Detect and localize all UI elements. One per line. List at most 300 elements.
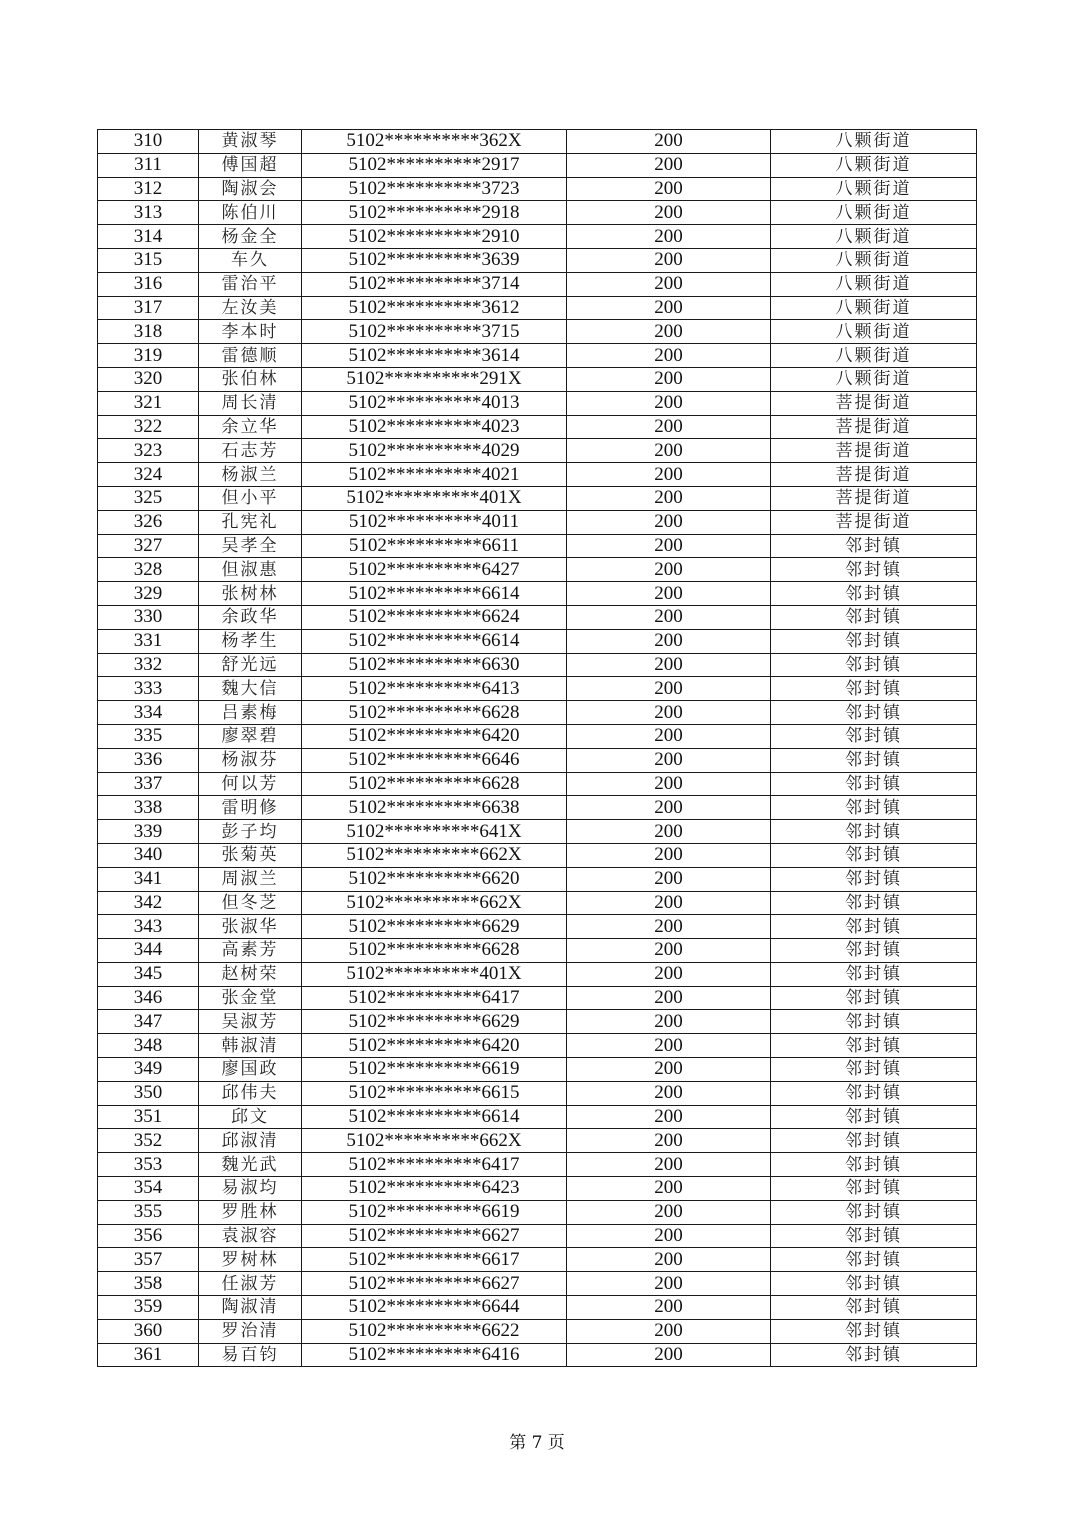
name-cell: 黄淑琴	[199, 130, 302, 154]
id-number-cell: 5102**********6629	[302, 915, 567, 939]
name-cell: 左汝美	[199, 296, 302, 320]
area-cell: 八颗街道	[771, 225, 977, 249]
area-cell: 邻封镇	[771, 1058, 977, 1082]
area-cell: 邻封镇	[771, 677, 977, 701]
table-row	[98, 724, 977, 748]
amount-cell: 200	[567, 1248, 771, 1272]
id-number-cell: 5102**********6420	[302, 1034, 567, 1058]
row-number-cell: 342	[98, 891, 199, 915]
name-cell: 韩淑清	[199, 1034, 302, 1058]
area-cell: 八颗街道	[771, 177, 977, 201]
table-row	[98, 391, 977, 415]
name-cell: 但冬芝	[199, 891, 302, 915]
id-number-cell: 5102**********291X	[302, 367, 567, 391]
area-cell: 八颗街道	[771, 201, 977, 225]
table-row	[98, 130, 977, 154]
id-number-cell: 5102**********662X	[302, 1129, 567, 1153]
table-row	[98, 225, 977, 249]
id-number-cell: 5102**********3714	[302, 272, 567, 296]
table-row	[98, 486, 977, 510]
amount-cell: 200	[567, 582, 771, 606]
area-cell: 邻封镇	[771, 891, 977, 915]
amount-cell: 200	[567, 1319, 771, 1343]
amount-cell: 200	[567, 1296, 771, 1320]
table-row	[98, 1177, 977, 1201]
name-cell: 彭子均	[199, 820, 302, 844]
row-number-cell: 331	[98, 629, 199, 653]
id-number-cell: 5102**********6627	[302, 1224, 567, 1248]
area-cell: 邻封镇	[771, 939, 977, 963]
id-number-cell: 5102**********362X	[302, 130, 567, 154]
row-number-cell: 319	[98, 344, 199, 368]
area-cell: 八颗街道	[771, 153, 977, 177]
area-cell: 菩提街道	[771, 391, 977, 415]
area-cell: 邻封镇	[771, 1129, 977, 1153]
name-cell: 罗治清	[199, 1319, 302, 1343]
name-cell: 吴淑芳	[199, 1010, 302, 1034]
area-cell: 邻封镇	[771, 915, 977, 939]
amount-cell: 200	[567, 1224, 771, 1248]
amount-cell: 200	[567, 1129, 771, 1153]
amount-cell: 200	[567, 796, 771, 820]
id-number-cell: 5102**********3612	[302, 296, 567, 320]
amount-cell: 200	[567, 1081, 771, 1105]
table-row	[98, 344, 977, 368]
row-number-cell: 353	[98, 1153, 199, 1177]
row-number-cell: 339	[98, 820, 199, 844]
id-number-cell: 5102**********4011	[302, 510, 567, 534]
table-row	[98, 701, 977, 725]
amount-cell: 200	[567, 153, 771, 177]
name-cell: 陶淑会	[199, 177, 302, 201]
row-number-cell: 314	[98, 225, 199, 249]
amount-cell: 200	[567, 1058, 771, 1082]
row-number-cell: 326	[98, 510, 199, 534]
id-number-cell: 5102**********6628	[302, 701, 567, 725]
table-row	[98, 367, 977, 391]
row-number-cell: 322	[98, 415, 199, 439]
row-number-cell: 313	[98, 201, 199, 225]
table-row	[98, 1343, 977, 1367]
amount-cell: 200	[567, 1010, 771, 1034]
area-cell: 邻封镇	[771, 629, 977, 653]
amount-cell: 200	[567, 701, 771, 725]
name-cell: 邱淑清	[199, 1129, 302, 1153]
area-cell: 邻封镇	[771, 582, 977, 606]
id-number-cell: 5102**********6617	[302, 1248, 567, 1272]
id-number-cell: 5102**********401X	[302, 962, 567, 986]
id-number-cell: 5102**********6417	[302, 986, 567, 1010]
area-cell: 邻封镇	[771, 1105, 977, 1129]
amount-cell: 200	[567, 463, 771, 487]
table-row	[98, 1200, 977, 1224]
row-number-cell: 312	[98, 177, 199, 201]
row-number-cell: 341	[98, 867, 199, 891]
roster-table-body	[98, 130, 977, 1367]
area-cell: 邻封镇	[771, 558, 977, 582]
name-cell: 雷明修	[199, 796, 302, 820]
name-cell: 罗胜林	[199, 1200, 302, 1224]
id-number-cell: 5102**********6427	[302, 558, 567, 582]
id-number-cell: 5102**********3614	[302, 344, 567, 368]
amount-cell: 200	[567, 391, 771, 415]
table-row	[98, 1081, 977, 1105]
area-cell: 菩提街道	[771, 415, 977, 439]
table-row	[98, 939, 977, 963]
id-number-cell: 5102**********4021	[302, 463, 567, 487]
id-number-cell: 5102**********6627	[302, 1272, 567, 1296]
area-cell: 八颗街道	[771, 367, 977, 391]
amount-cell: 200	[567, 1153, 771, 1177]
table-row	[98, 177, 977, 201]
id-number-cell: 5102**********6417	[302, 1153, 567, 1177]
name-cell: 张淑华	[199, 915, 302, 939]
name-cell: 周长清	[199, 391, 302, 415]
name-cell: 赵树荣	[199, 962, 302, 986]
name-cell: 余立华	[199, 415, 302, 439]
row-number-cell: 330	[98, 605, 199, 629]
amount-cell: 200	[567, 867, 771, 891]
row-number-cell: 336	[98, 748, 199, 772]
name-cell: 袁淑容	[199, 1224, 302, 1248]
name-cell: 廖国政	[199, 1058, 302, 1082]
table-row	[98, 986, 977, 1010]
roster-table	[97, 129, 977, 1367]
area-cell: 邻封镇	[771, 1081, 977, 1105]
area-cell: 菩提街道	[771, 439, 977, 463]
id-number-cell: 5102**********6416	[302, 1343, 567, 1367]
row-number-cell: 321	[98, 391, 199, 415]
name-cell: 易淑均	[199, 1177, 302, 1201]
area-cell: 邻封镇	[771, 605, 977, 629]
id-number-cell: 5102**********3715	[302, 320, 567, 344]
name-cell: 雷治平	[199, 272, 302, 296]
amount-cell: 200	[567, 225, 771, 249]
row-number-cell: 348	[98, 1034, 199, 1058]
row-number-cell: 358	[98, 1272, 199, 1296]
table-row	[98, 320, 977, 344]
amount-cell: 200	[567, 201, 771, 225]
id-number-cell: 5102**********6615	[302, 1081, 567, 1105]
name-cell: 张菊英	[199, 843, 302, 867]
area-cell: 邻封镇	[771, 724, 977, 748]
id-number-cell: 5102**********662X	[302, 843, 567, 867]
table-row	[98, 153, 977, 177]
amount-cell: 200	[567, 1177, 771, 1201]
id-number-cell: 5102**********6614	[302, 582, 567, 606]
name-cell: 高素芳	[199, 939, 302, 963]
id-number-cell: 5102**********6629	[302, 1010, 567, 1034]
name-cell: 张伯林	[199, 367, 302, 391]
id-number-cell: 5102**********4013	[302, 391, 567, 415]
amount-cell: 200	[567, 320, 771, 344]
amount-cell: 200	[567, 486, 771, 510]
row-number-cell: 350	[98, 1081, 199, 1105]
table-row	[98, 915, 977, 939]
table-row	[98, 891, 977, 915]
area-cell: 邻封镇	[771, 701, 977, 725]
area-cell: 邻封镇	[771, 534, 977, 558]
area-cell: 邻封镇	[771, 1153, 977, 1177]
row-number-cell: 329	[98, 582, 199, 606]
id-number-cell: 5102**********4023	[302, 415, 567, 439]
id-number-cell: 5102**********3639	[302, 248, 567, 272]
table-row	[98, 677, 977, 701]
name-cell: 傅国超	[199, 153, 302, 177]
table-row	[98, 439, 977, 463]
row-number-cell: 335	[98, 724, 199, 748]
name-cell: 杨淑兰	[199, 463, 302, 487]
row-number-cell: 345	[98, 962, 199, 986]
id-number-cell: 5102**********6614	[302, 1105, 567, 1129]
row-number-cell: 349	[98, 1058, 199, 1082]
id-number-cell: 5102**********6611	[302, 534, 567, 558]
table-row	[98, 582, 977, 606]
row-number-cell: 351	[98, 1105, 199, 1129]
amount-cell: 200	[567, 724, 771, 748]
amount-cell: 200	[567, 558, 771, 582]
id-number-cell: 5102**********6622	[302, 1319, 567, 1343]
table-row	[98, 1296, 977, 1320]
id-number-cell: 5102**********2910	[302, 225, 567, 249]
row-number-cell: 340	[98, 843, 199, 867]
table-row	[98, 962, 977, 986]
area-cell: 菩提街道	[771, 486, 977, 510]
row-number-cell: 310	[98, 130, 199, 154]
area-cell: 八颗街道	[771, 272, 977, 296]
area-cell: 邻封镇	[771, 867, 977, 891]
name-cell: 李本时	[199, 320, 302, 344]
table-row	[98, 463, 977, 487]
row-number-cell: 352	[98, 1129, 199, 1153]
row-number-cell: 355	[98, 1200, 199, 1224]
amount-cell: 200	[567, 843, 771, 867]
table-row	[98, 605, 977, 629]
name-cell: 但淑惠	[199, 558, 302, 582]
row-number-cell: 332	[98, 653, 199, 677]
name-cell: 孔宪礼	[199, 510, 302, 534]
id-number-cell: 5102**********2918	[302, 201, 567, 225]
table-row	[98, 1153, 977, 1177]
name-cell: 任淑芳	[199, 1272, 302, 1296]
name-cell: 陶淑清	[199, 1296, 302, 1320]
table-row	[98, 1319, 977, 1343]
row-number-cell: 316	[98, 272, 199, 296]
name-cell: 车久	[199, 248, 302, 272]
row-number-cell: 327	[98, 534, 199, 558]
amount-cell: 200	[567, 677, 771, 701]
table-row	[98, 1129, 977, 1153]
name-cell: 罗树林	[199, 1248, 302, 1272]
row-number-cell: 360	[98, 1319, 199, 1343]
table-row	[98, 867, 977, 891]
table-row	[98, 796, 977, 820]
amount-cell: 200	[567, 772, 771, 796]
id-number-cell: 5102**********401X	[302, 486, 567, 510]
area-cell: 邻封镇	[771, 820, 977, 844]
area-cell: 八颗街道	[771, 248, 977, 272]
amount-cell: 200	[567, 820, 771, 844]
area-cell: 八颗街道	[771, 320, 977, 344]
amount-cell: 200	[567, 130, 771, 154]
id-number-cell: 5102**********6628	[302, 939, 567, 963]
amount-cell: 200	[567, 629, 771, 653]
name-cell: 杨淑芬	[199, 748, 302, 772]
name-cell: 舒光远	[199, 653, 302, 677]
amount-cell: 200	[567, 510, 771, 534]
amount-cell: 200	[567, 915, 771, 939]
row-number-cell: 359	[98, 1296, 199, 1320]
table-row	[98, 534, 977, 558]
table-row	[98, 415, 977, 439]
area-cell: 邻封镇	[771, 1343, 977, 1367]
table-row	[98, 272, 977, 296]
id-number-cell: 5102**********6628	[302, 772, 567, 796]
id-number-cell: 5102**********6638	[302, 796, 567, 820]
id-number-cell: 5102**********3723	[302, 177, 567, 201]
name-cell: 易百钧	[199, 1343, 302, 1367]
id-number-cell: 5102**********2917	[302, 153, 567, 177]
id-number-cell: 5102**********6413	[302, 677, 567, 701]
area-cell: 菩提街道	[771, 463, 977, 487]
page-number: 第 7 页	[509, 1433, 565, 1453]
name-cell: 张树林	[199, 582, 302, 606]
id-number-cell: 5102**********4029	[302, 439, 567, 463]
area-cell: 邻封镇	[771, 1034, 977, 1058]
name-cell: 石志芳	[199, 439, 302, 463]
id-number-cell: 5102**********6423	[302, 1177, 567, 1201]
name-cell: 杨金全	[199, 225, 302, 249]
name-cell: 魏大信	[199, 677, 302, 701]
id-number-cell: 5102**********6619	[302, 1200, 567, 1224]
amount-cell: 200	[567, 272, 771, 296]
area-cell: 邻封镇	[771, 1272, 977, 1296]
amount-cell: 200	[567, 296, 771, 320]
name-cell: 吕素梅	[199, 701, 302, 725]
table-row	[98, 510, 977, 534]
amount-cell: 200	[567, 748, 771, 772]
row-number-cell: 356	[98, 1224, 199, 1248]
row-number-cell: 315	[98, 248, 199, 272]
id-number-cell: 5102**********6619	[302, 1058, 567, 1082]
row-number-cell: 347	[98, 1010, 199, 1034]
table-row	[98, 629, 977, 653]
name-cell: 但小平	[199, 486, 302, 510]
table-row	[98, 1105, 977, 1129]
area-cell: 邻封镇	[771, 1200, 977, 1224]
area-cell: 邻封镇	[771, 986, 977, 1010]
area-cell: 邻封镇	[771, 962, 977, 986]
amount-cell: 200	[567, 1343, 771, 1367]
table-row	[98, 296, 977, 320]
name-cell: 何以芳	[199, 772, 302, 796]
name-cell: 廖翠碧	[199, 724, 302, 748]
area-cell: 邻封镇	[771, 748, 977, 772]
row-number-cell: 343	[98, 915, 199, 939]
row-number-cell: 328	[98, 558, 199, 582]
name-cell: 周淑兰	[199, 867, 302, 891]
table-row	[98, 748, 977, 772]
row-number-cell: 318	[98, 320, 199, 344]
amount-cell: 200	[567, 891, 771, 915]
id-number-cell: 5102**********641X	[302, 820, 567, 844]
name-cell: 吴孝全	[199, 534, 302, 558]
area-cell: 邻封镇	[771, 1296, 977, 1320]
area-cell: 邻封镇	[771, 1010, 977, 1034]
amount-cell: 200	[567, 415, 771, 439]
area-cell: 八颗街道	[771, 130, 977, 154]
table-row	[98, 248, 977, 272]
table-row	[98, 843, 977, 867]
area-cell: 邻封镇	[771, 1319, 977, 1343]
amount-cell: 200	[567, 177, 771, 201]
amount-cell: 200	[567, 986, 771, 1010]
id-number-cell: 5102**********6644	[302, 1296, 567, 1320]
id-number-cell: 5102**********662X	[302, 891, 567, 915]
id-number-cell: 5102**********6646	[302, 748, 567, 772]
row-number-cell: 311	[98, 153, 199, 177]
row-number-cell: 334	[98, 701, 199, 725]
name-cell: 雷德顺	[199, 344, 302, 368]
row-number-cell: 317	[98, 296, 199, 320]
amount-cell: 200	[567, 1034, 771, 1058]
row-number-cell: 324	[98, 463, 199, 487]
id-number-cell: 5102**********6614	[302, 629, 567, 653]
table-row	[98, 1010, 977, 1034]
area-cell: 邻封镇	[771, 1177, 977, 1201]
table-row	[98, 558, 977, 582]
table-row	[98, 653, 977, 677]
name-cell: 魏光武	[199, 1153, 302, 1177]
row-number-cell: 344	[98, 939, 199, 963]
amount-cell: 200	[567, 653, 771, 677]
row-number-cell: 361	[98, 1343, 199, 1367]
id-number-cell: 5102**********6620	[302, 867, 567, 891]
amount-cell: 200	[567, 534, 771, 558]
area-cell: 八颗街道	[771, 344, 977, 368]
area-cell: 邻封镇	[771, 653, 977, 677]
table-row	[98, 1058, 977, 1082]
table-row	[98, 772, 977, 796]
table-row	[98, 1272, 977, 1296]
name-cell: 邱文	[199, 1105, 302, 1129]
amount-cell: 200	[567, 1200, 771, 1224]
table-row	[98, 820, 977, 844]
area-cell: 菩提街道	[771, 510, 977, 534]
area-cell: 邻封镇	[771, 796, 977, 820]
area-cell: 邻封镇	[771, 843, 977, 867]
amount-cell: 200	[567, 962, 771, 986]
amount-cell: 200	[567, 439, 771, 463]
row-number-cell: 337	[98, 772, 199, 796]
row-number-cell: 357	[98, 1248, 199, 1272]
area-cell: 八颗街道	[771, 296, 977, 320]
amount-cell: 200	[567, 344, 771, 368]
row-number-cell: 325	[98, 486, 199, 510]
table-row	[98, 1248, 977, 1272]
row-number-cell: 323	[98, 439, 199, 463]
table-row	[98, 1034, 977, 1058]
name-cell: 余政华	[199, 605, 302, 629]
amount-cell: 200	[567, 939, 771, 963]
name-cell: 杨孝生	[199, 629, 302, 653]
row-number-cell: 346	[98, 986, 199, 1010]
amount-cell: 200	[567, 367, 771, 391]
table-row	[98, 201, 977, 225]
table-row	[98, 1224, 977, 1248]
name-cell: 邱伟夫	[199, 1081, 302, 1105]
area-cell: 邻封镇	[771, 1248, 977, 1272]
